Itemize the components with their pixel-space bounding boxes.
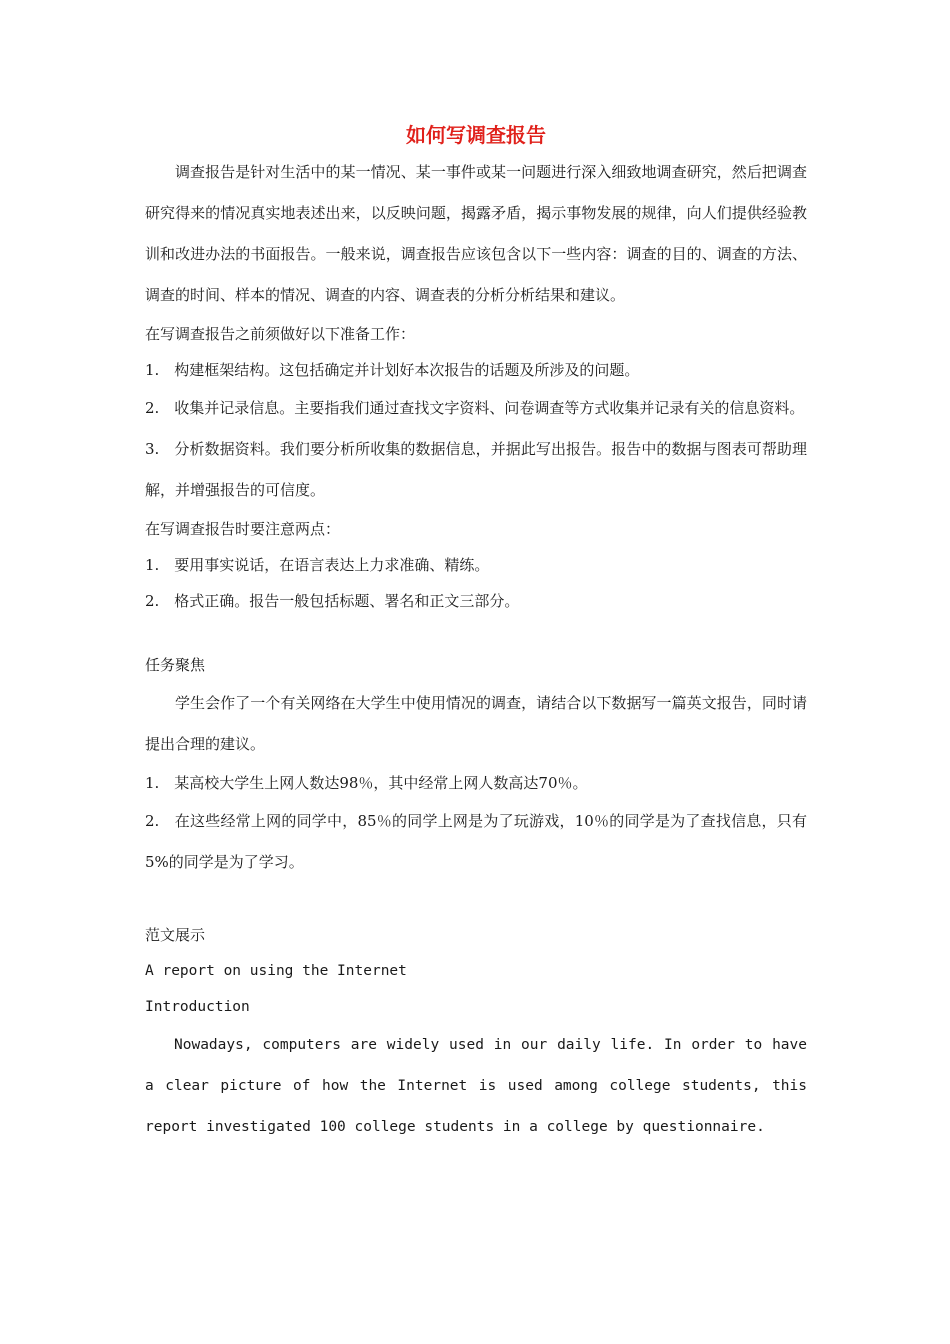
- notes-heading: 在写调查报告时要注意两点：: [145, 520, 341, 538]
- document-body: [145, 118, 807, 1148]
- sample-report-title: A report on using the Internet: [145, 963, 407, 979]
- sample-section-heading: Introduction: [145, 999, 250, 1015]
- document-title: 如何写调查报告: [406, 123, 546, 147]
- task-heading: 任务聚焦: [145, 656, 206, 674]
- notes-item-1: 1. 要用事实说话，在语言表达上力求准确、精练。: [145, 556, 490, 574]
- task-item-2: 2. 在这些经常上网的同学中，85％的同学上网是为了玩游戏，10％的同学是为了查找信息，只有5%的同学是为了学习。: [145, 812, 807, 871]
- prep-item-2: 2. 收集并记录信息。主要指我们通过查找文字资料、问卷调查等方式收集并记录有关的信息资料。: [145, 399, 805, 417]
- prep-item-1: 1. 构建框架结构。这包括确定并计划好本次报告的话题及所涉及的问题。: [145, 361, 640, 379]
- prep-heading: 在写调查报告之前须做好以下准备工作：: [145, 325, 416, 343]
- sample-heading: 范文展示: [145, 926, 206, 944]
- prep-item-3: 3. 分析数据资料。我们要分析所收集的数据信息，并据此写出报告。报告中的数据与图表可帮助理解，并增强报告的可信度。: [145, 440, 807, 499]
- task-intro-paragraph: 学生会作了一个有关网络在大学生中使用情况的调查，请结合以下数据写一篇英文报告，同时请提出合理的建议。: [145, 694, 807, 753]
- sample-paragraph: Nowadays, computers are widely used in our daily life. In order to have a clear picture of how the Internet is used among college students, this report investigated 100 college students in a college by questionnaire.: [145, 1037, 807, 1135]
- notes-item-2: 2. 格式正确。报告一般包括标题、署名和正文三部分。: [145, 592, 520, 610]
- task-item-1: 1. 某高校大学生上网人数达98％，其中经常上网人数高达70％。: [145, 774, 588, 792]
- intro-paragraph: 调查报告是针对生活中的某一情况、某一事件或某一问题进行深入细致地调查研究，然后把调查研究得来的情况真实地表述出来，以反映问题，揭露矛盾，揭示事物发展的规律，向人们提供经验教训和改进办法的书面报告。一般来说，调查报告应该包含以下一些内容：调查的目的、调查的方法、调查的时间、样本的情况、调查的内容、调查表的分析分析结果和建议。: [145, 163, 807, 304]
